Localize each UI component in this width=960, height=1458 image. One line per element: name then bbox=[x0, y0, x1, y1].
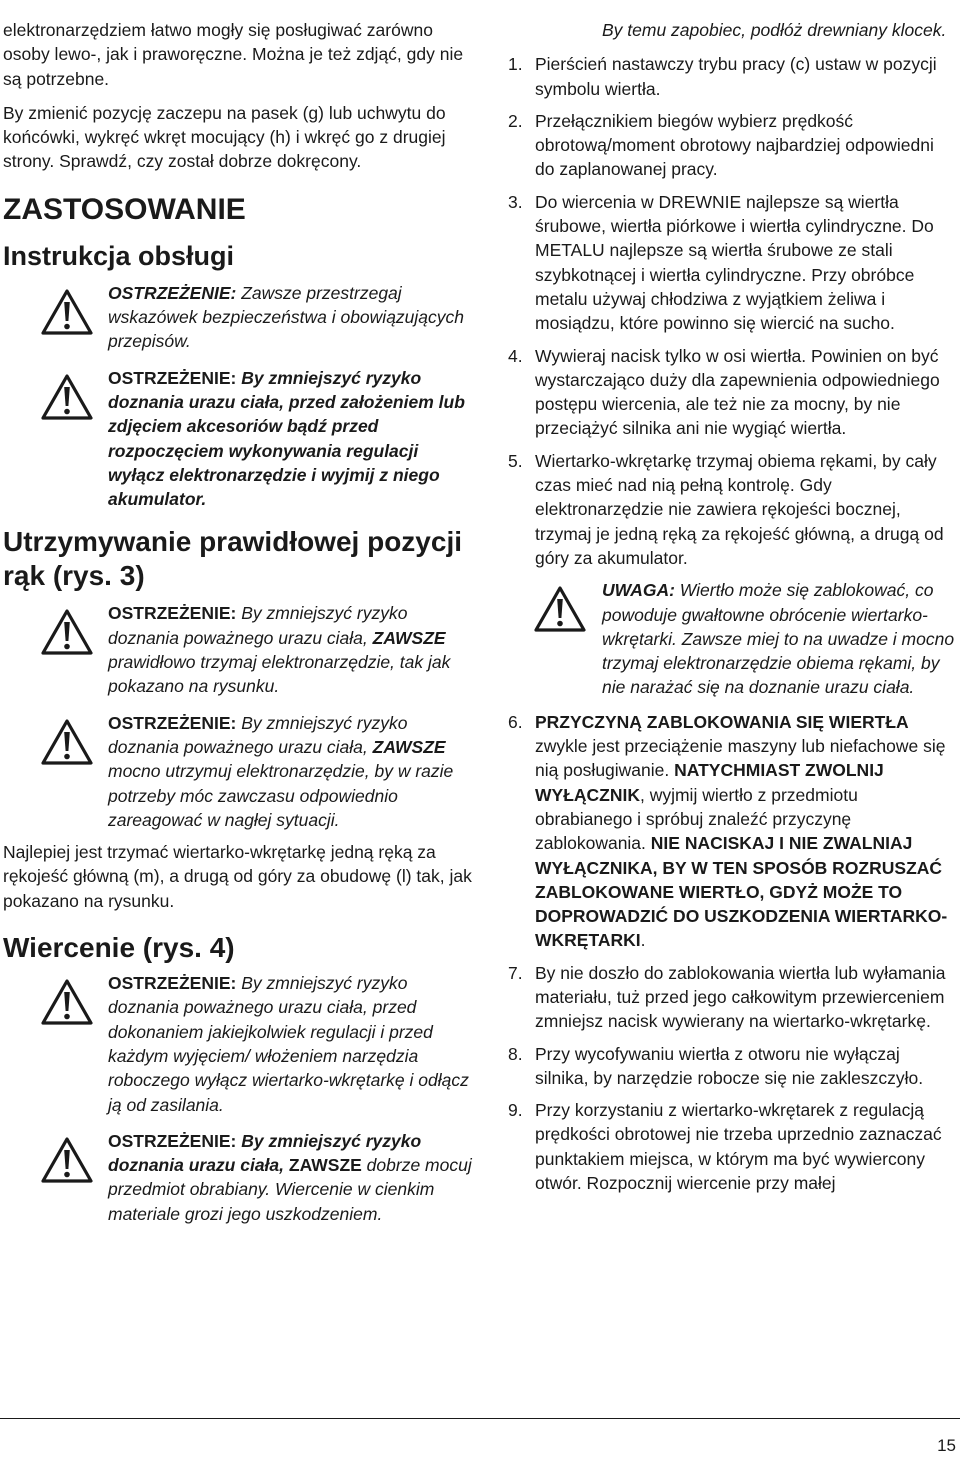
list-item: 5. Wiertarko-wkrętarkę trzymaj obiema rękami, by cały czas mieć nad nią pełną kontrolę. Gdy elektronarzędzie nie zawiera rękojeści bocznej, trzymaj je jedną ręką za rękojeść główną, a drugą od góry za akumulator. bbox=[508, 450, 944, 568]
hand-position-heading: Utrzymywanie prawidłowej pozycji rąk (rys. 3) bbox=[3, 526, 463, 592]
warning-triangle-icon bbox=[41, 979, 93, 1025]
warning-block bbox=[3, 711, 473, 832]
warning-triangle-icon bbox=[41, 374, 93, 420]
list-item: 8. Przy wycofywaniu wiertła z otworu nie wyłączaj silnika, by narzędzie robocze się nie zakleszczyło. bbox=[508, 1043, 924, 1088]
warning-triangle-icon bbox=[41, 609, 93, 655]
warning-block bbox=[3, 1129, 473, 1226]
warning-text: prawidłowo trzymaj elektronarzędzie, tak jak pokazano na rysunku. bbox=[108, 652, 451, 697]
warning-triangle-icon bbox=[534, 586, 586, 632]
warning-block bbox=[3, 971, 473, 1117]
warning-emphasis: ZAWSZE bbox=[372, 736, 446, 757]
warning-label: OSTRZEŻENIE: bbox=[108, 603, 237, 624]
right-column bbox=[508, 18, 958, 1203]
continuation-text: By temu zapobiec, podłóż drewniany klocek. bbox=[602, 20, 947, 40]
list-item: 7. By nie doszło do zablokowania wiertła lub wyłamania materiału, tuż przed jego całkowitym przewierceniem zmniejsz nacisk wywierany na wiertarko-wkrętarkę. bbox=[508, 962, 946, 1032]
warning-text: mocno utrzymuj elektronarzędzie, by w razie potrzeby móc zawczasu odpowiednio zareagować w nagłej sytuacji. bbox=[108, 761, 454, 830]
hand-position-paragraph: Najlepiej jest trzymać wiertarko-wkrętarkę jedną ręką za rękojeść główną (m), a drugą od góry za obudowę (l) tak, jak pokazano na rysunku. bbox=[3, 842, 472, 911]
warning-text: dobrze mocuj przedmiot obrabiany. Wiercenie w cienkim materiale grozi jego uszkodzeniem. bbox=[108, 1155, 472, 1224]
warning-triangle-icon bbox=[41, 1137, 93, 1183]
footer-divider bbox=[0, 1418, 960, 1419]
list-item: 3. Do wiercenia w DREWNIE najlepsze są wiertła śrubowe, wiertła piórkowe i wiertła cylindryczne. Do METALU najlepsze są wiertła śrubowe ze stali szybkotnącej i wiertła cylindryczne. Przy obróbce metalu używaj chłodziwa z wyjątkiem żeliwa i mosiądzu, które powinno się wiercić na sucho. bbox=[508, 191, 934, 334]
warning-block bbox=[3, 281, 473, 354]
warning-text: By zmniejszyć ryzyko doznania poważnego urazu ciała, bbox=[108, 603, 408, 648]
section-heading: ZASTOSOWANIE bbox=[3, 192, 246, 226]
warning-text: By zmniejszyć ryzyko doznania urazu ciała, bbox=[108, 1130, 422, 1176]
warning-label: OSTRZEŻENIE: bbox=[108, 367, 237, 388]
warning-block bbox=[3, 601, 473, 698]
list-item: 6. PRZYCZYNĄ ZABLOKOWANIA SIĘ WIERTŁA zwykle jest przeciążenie maszyny lub niefachowe się nią posługiwanie. NATYCHMIAST ZWOLNIJ WYŁĄCZNIK, wyjmij wiertło z przedmiotu obrabianego i spróbuj znaleźć przyczynę zablokowania. NIE NACISKAJ I NIE ZWALNIAJ WYŁĄCZNIKA, BY W TEN SPOSÓB ROZRUSZAĆ ZABLOKOWANE WIERTŁO, GDYŻ MOŻE TO DOPROWADZIĆ DO USZKODZENIA WIERTARKO-WKRĘTARKI. bbox=[508, 711, 948, 951]
warning-triangle-icon bbox=[41, 719, 93, 765]
warning-text: By zmniejszyć ryzyko doznania poważnego urazu ciała, przed dokonaniem jakiejkolwiek regulacji i przed każdym wyjęciem/ włożeniem narzędzia roboczego wyłącz wiertarko-wkrętarkę i odłącz ją od zasilania. bbox=[108, 973, 469, 1115]
drilling-heading: Wiercenie (rys. 4) bbox=[3, 932, 235, 964]
warning-triangle-icon bbox=[41, 289, 93, 335]
drilling-steps-list bbox=[508, 52, 958, 570]
intro-paragraph: elektronarzędziem łatwo mogły się posługiwać zarówno osoby lewo-, jak i praworęczne. Można je też zdjąć, gdy nie są potrzebne. bbox=[3, 20, 464, 89]
warning-text: By zmniejszyć ryzyko doznania urazu ciała, przed założeniem lub zdjęciem akcesoriów bądź przed rozpoczęciem wykonywania regulacji wyłącz elektronarzędzie i wyjmij z niego akumulator. bbox=[108, 367, 465, 510]
list-item: 1. Pierścień nastawczy trybu pracy (c) ustaw w pozycji symbolu wiertła. bbox=[508, 54, 937, 99]
warning-label: OSTRZEŻENIE: bbox=[108, 712, 237, 733]
drilling-steps-list-continued bbox=[508, 710, 958, 1196]
list-item: 9. Przy korzystaniu z wiertarko-wkrętarek z regulacją prędkości obrotowej nie trzeba uprzednio zaznaczać punktakiem miejsca, w którym ma być wywiercony otwór. Rozpocznij wiercenie przy małej bbox=[508, 1100, 942, 1194]
warning-label: OSTRZEŻENIE: bbox=[108, 973, 237, 994]
left-column bbox=[3, 18, 473, 1226]
warning-block bbox=[3, 366, 473, 512]
warning-label: OSTRZEŻENIE: bbox=[108, 1130, 237, 1151]
attachment-paragraph: By zmienić pozycję zaczepu na pasek (g) lub uchwytu do końcówki, wykręć wkręt mocujący (h) i wkręć go z drugiej strony. Sprawdź, czy został dobrze dokręcony. bbox=[3, 102, 446, 172]
warning-emphasis: ZAWSZE bbox=[288, 1155, 362, 1176]
warning-emphasis: ZAWSZE bbox=[372, 627, 446, 648]
caution-label: UWAGA: bbox=[602, 580, 675, 601]
warning-text: Zawsze przestrzegaj wskazówek bezpieczeństwa i obowiązujących przepisów. bbox=[108, 282, 465, 352]
instructions-heading: Instrukcja obsługi bbox=[3, 240, 235, 271]
caution-block bbox=[508, 578, 958, 699]
page-number: 15 bbox=[937, 1436, 956, 1455]
warning-label: OSTRZEŻENIE: bbox=[108, 282, 237, 303]
list-item: 2. Przełącznikiem biegów wybierz prędkość obrotową/moment obrotowy najbardziej odpowiedni do zaplanowanej pracy. bbox=[508, 110, 934, 180]
warning-text: By zmniejszyć ryzyko doznania poważnego urazu ciała, bbox=[108, 712, 408, 757]
list-item: 4. Wywieraj nacisk tylko w osi wiertła. Powinien on być wystarczająco duży dla zapewnienia odpowiedniego postępu wiercenia, ale też nie za mocny, by nie przeciążyć silnika ani nie wygiąć wiertła. bbox=[508, 345, 940, 439]
caution-text: Wiertło może się zablokować, co powoduje gwałtowne obrócenie wiertarko-wkrętarki. Zawsze miej to na uwadze i mocno trzymaj elektronarzędzie obiema rękami, by nie narażać się na doznanie urazu ciała. bbox=[602, 580, 955, 698]
